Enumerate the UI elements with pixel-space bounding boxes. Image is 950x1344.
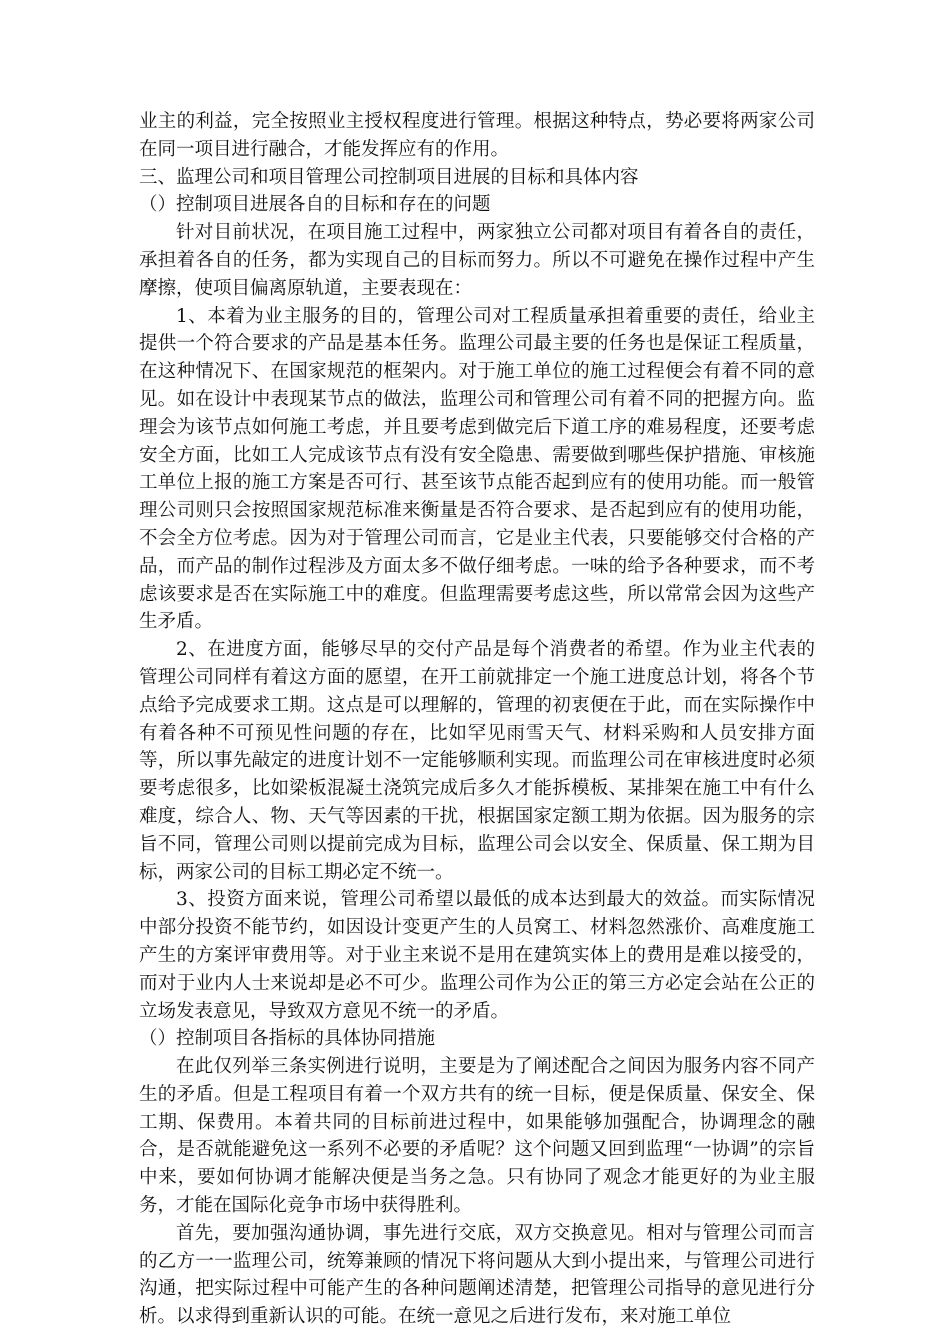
paragraph-first-communication: 首先，要加强沟通协调，事先进行交底，双方交换意见。相对与管理公司而言的乙方一一监理公司，统筹兼顾的情况下将问题从大到小提出来，与管理公司进行沟通，把实际过程中可能产生的各种问题阐述清楚，把管理公司指导的意见进行分析。以求得到重新认识的可能。在统一意见之后进行发布，来对施工单位 [139, 1222, 815, 1328]
subsection-heading-measures: （）控制项目各指标的具体协同措施 [139, 1028, 436, 1050]
paragraph-continuation: 业主的利益，完全按照业主授权程度进行管理。根据这种特点，势必要将两家公司在同一项目进行融合，才能发挥应有的作用。 [139, 111, 815, 160]
document-body [139, 108, 815, 1331]
paragraph-item-3-investment: 3、投资方面来说，管理公司希望以最低的成本达到最大的效益。而实际情况中部分投资不能节约，如因设计变更产生的人员窝工、材料忽然涨价、高难度施工产生的方案评审费用等。对于业主来说不是用在建筑实体上的费用是难以接受的，而对于业内人士来说却是必不可少。监理公司作为公正的第三方必定会站在公正的立场发表意见，导致双方意见不统一的矛盾。 [139, 889, 815, 1022]
paragraph-item-2-schedule: 2、在进度方面，能够尽早的交付产品是每个消费者的希望。作为业主代表的管理公司同样有着这方面的愿望，在开工前就排定一个施工进度总计划，将各个节点给予完成要求工期。这点是可以理解的，管理的初衷便在于此，而在实际操作中有着各种不可预见性问题的存在，比如罕见雨雪天气、材料采购和人员安排方面等，所以事先敲定的进度计划不一定能够顺利实现。而监理公司在审核进度时必须要考虑很多，比如梁板混凝土浇筑完成后多久才能拆模板、某排架在施工中有什么难度，综合人、物、天气等因素的干扰，根据国家定额工期为依据。因为服务的宗旨不同，管理公司则以提前完成为目标，监理公司会以安全、保质量、保工期为目标，两家公司的目标工期必定不统一。 [139, 639, 815, 883]
paragraph-current-status: 针对目前状况，在项目施工过程中，两家独立公司都对项目有着各自的责任，承担着各自的任务，都为实现自己的目标而努力。所以不可避免在操作过程中产生摩擦，使项目偏离原轨道，主要表现在： [139, 222, 815, 299]
section-heading-3: 三、监理公司和项目管理公司控制项目进展的目标和具体内容 [139, 166, 639, 188]
subsection-heading-goals: （）控制项目进展各自的目标和存在的问题 [139, 194, 491, 216]
paragraph-examples: 在此仅列举三条实例进行说明，主要是为了阐述配合之间因为服务内容不同产生的矛盾。但是工程项目有着一个双方共有的统一目标，便是保质量、保安全、保工期、保费用。本着共同的目标前进过程中，如果能够加强配合，协调理念的融合，是否就能避免这一系列不必要的矛盾呢？这个问题又回到监理“一协调”的宗旨中来，要如何协调才能解决便是当务之急。只有协同了观念才能更好的为业主服务，才能在国际化竞争市场中获得胜利。 [139, 1056, 815, 1217]
paragraph-item-1-quality: 1、本着为业主服务的目的，管理公司对工程质量承担着重要的责任，给业主提供一个符合要求的产品是基本任务。监理公司最主要的任务也是保证工程质量，在这种情况下、在国家规范的框架内。对于施工单位的施工过程便会有着不同的意见。如在设计中表现某节点的做法，监理公司和管理公司有着不同的把握方向。监理会为该节点如何施工考虑，并且要考虑到做完后下道工序的难易程度，还要考虑安全方面，比如工人完成该节点有没有安全隐患、需要做到哪些保护措施、审核施工单位上报的施工方案是否可行、甚至该节点能否起到应有的使用功能。而一般管理公司则只会按照国家规范标准来衡量是否符合要求、是否起到应有的使用功能，不会全方位考虑。因为对于管理公司而言，它是业主代表，只要能够交付合格的产品，而产品的制作过程涉及方面太多不做仔细考虑。一味的给予各种要求，而不考虑该要求是否在实际施工中的难度。但监理需要考虑这些，所以常常会因为这些产生矛盾。 [139, 305, 815, 633]
